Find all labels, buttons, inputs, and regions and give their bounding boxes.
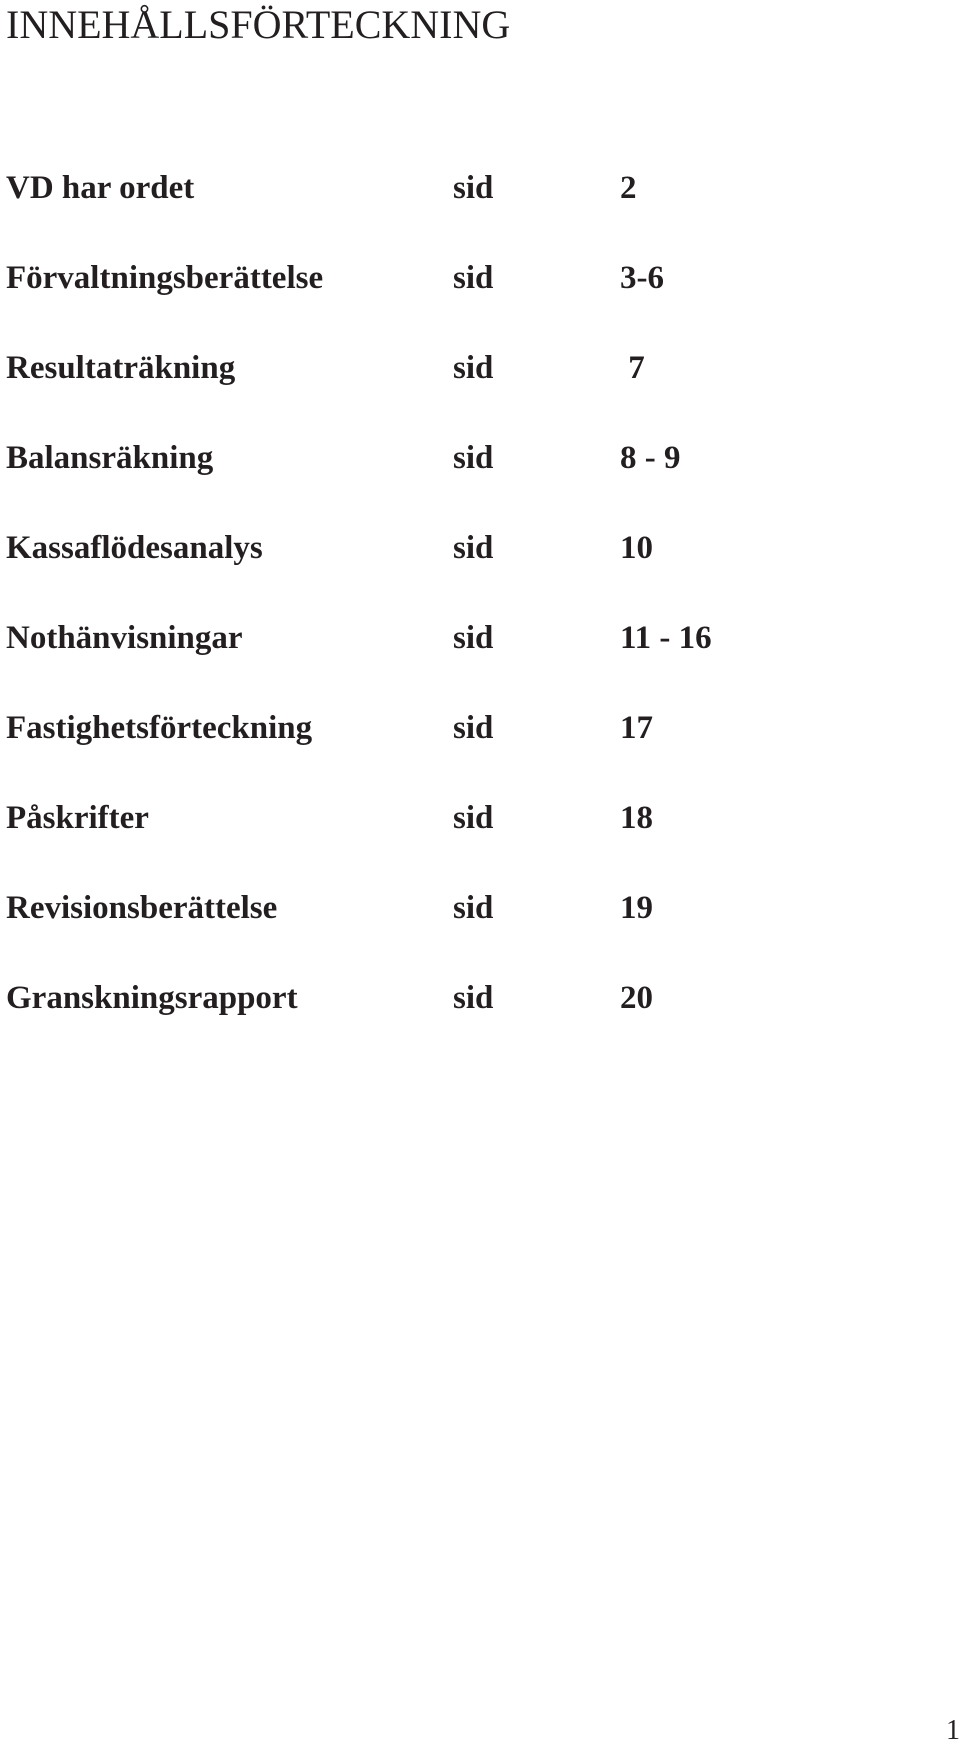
toc-entry-title: Förvaltningsberättelse bbox=[6, 260, 324, 296]
toc-row bbox=[6, 528, 906, 618]
toc-entry-page: 18 bbox=[620, 800, 653, 836]
toc-entry-sid: sid bbox=[453, 980, 494, 1016]
toc-entry-sid: sid bbox=[453, 620, 494, 656]
toc-row bbox=[6, 348, 906, 438]
toc-entry-page: 7 bbox=[620, 350, 645, 386]
toc-row bbox=[6, 708, 906, 798]
toc-entry-title: Kassaflödesanalys bbox=[6, 530, 263, 566]
toc-entry-title: Resultaträkning bbox=[6, 350, 236, 386]
toc-row bbox=[6, 258, 906, 348]
toc-entry-title: Balansräkning bbox=[6, 440, 214, 476]
toc-entry-title: Nothänvisningar bbox=[6, 620, 243, 656]
toc-entry-title: Fastighetsförteckning bbox=[6, 710, 313, 746]
toc-entry-sid: sid bbox=[453, 800, 494, 836]
toc-entry-title: Revisionsberättelse bbox=[6, 890, 278, 926]
toc-row bbox=[6, 618, 906, 708]
toc-entry-sid: sid bbox=[453, 440, 494, 476]
toc-entry-page: 8 - 9 bbox=[620, 440, 681, 476]
toc-row bbox=[6, 798, 906, 888]
toc-entry-sid: sid bbox=[453, 890, 494, 926]
toc-entry-page: 2 bbox=[620, 170, 637, 206]
toc-row bbox=[6, 888, 906, 978]
table-of-contents bbox=[6, 168, 906, 1068]
toc-entry-sid: sid bbox=[453, 350, 494, 386]
page-title: INNEHÅLLSFÖRTECKNING bbox=[6, 2, 511, 47]
toc-entry-sid: sid bbox=[453, 710, 494, 746]
toc-entry-title: VD har ordet bbox=[6, 170, 195, 206]
toc-entry-page: 3-6 bbox=[620, 260, 664, 296]
page-number: 1 bbox=[946, 1715, 960, 1746]
toc-entry-title: Granskningsrapport bbox=[6, 980, 298, 1016]
toc-entry-sid: sid bbox=[453, 530, 494, 566]
toc-entry-page: 19 bbox=[620, 890, 653, 926]
toc-entry-title: Påskrifter bbox=[6, 800, 149, 836]
toc-row bbox=[6, 168, 906, 258]
toc-entry-page: 20 bbox=[620, 980, 653, 1016]
toc-entry-page: 17 bbox=[620, 710, 653, 746]
toc-entry-page: 11 - 16 bbox=[620, 620, 712, 656]
toc-entry-sid: sid bbox=[453, 170, 494, 206]
toc-entry-page: 10 bbox=[620, 530, 653, 566]
toc-entry-sid: sid bbox=[453, 260, 494, 296]
toc-row bbox=[6, 438, 906, 528]
toc-row bbox=[6, 978, 906, 1068]
